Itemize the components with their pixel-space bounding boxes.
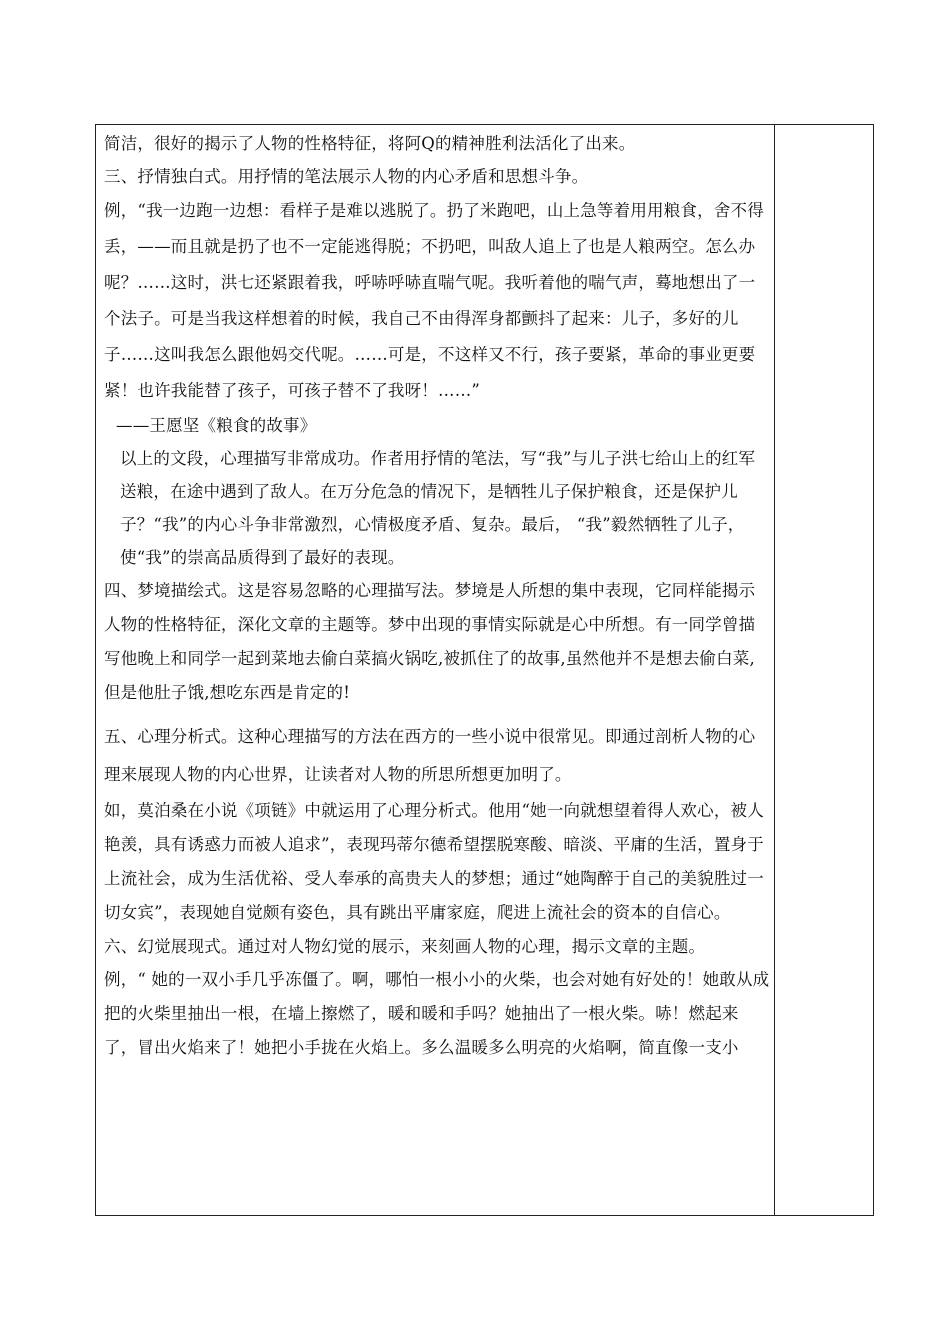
paragraph: 简洁，很好的揭示了人物的性格特征，将阿Q的精神胜利法活化了出来。 (104, 134, 636, 153)
paragraph: 例，“我一边跑一边想：看样子是难以逃脱了。扔了米跑吧，山上急等着用用粮食，舍不得丢，——而且就是扔了也不一定能逃得脱；不扔吧，叫敌人追上了也是人粮两空。怎么办呢？……这时，洪七还紧跟着我，呼哧呼哧直喘气呢。我听着他的喘气声，蓦地想出了一个法子。可是当我这样想着的时候，我自己不由得浑身都颤抖了起来：儿子，多好的儿子……这叫我怎么跟他妈交代呢。……可是，不这样又不行，孩子要紧，革命的事业更要紧！也许我能替了孩子，可孩子替不了我呀！……” (104, 201, 764, 400)
paragraph: 如，莫泊桑在小说《项链》中就运用了心理分析式。他用“她一向就想望着得人欢心，被人艳羡，具有诱惑力而被人追求”，表现玛蒂尔德希望摆脱寒酸、暗淡、平庸的生活，置身于上流社会，成为生活优裕、受人奉承的高贵夫人的梦想；通过“她陶醉于自己的美貌胜过一切女宾”，表现她自觉颇有姿色，具有跳出平庸家庭，爬进上流社会的资本的自信心。 (104, 801, 764, 922)
left-cell-content (104, 127, 770, 1065)
attribution: ——王愿坚《粮食的故事》 (116, 416, 317, 435)
paragraph: 以上的文段，心理描写非常成功。作者用抒情的笔法，写“我”与儿子洪七给山上的红军送粮，在途中遇到了敌人。在万分危急的情况下，是牺牲儿子保护粮食，还是保护儿子？“我”的内心斗争非常激烈，心情极度矛盾、复杂。最后， “我”毅然牺牲了儿子， 使“我”的崇高品质得到了最好的表现。 (120, 449, 756, 567)
paragraph: 五、心理分析式。这种心理描写的方法在西方的一些小说中很常见。即通过剖析人物的心理来展现人物的内心世界，让读者对人物的所思所想更加明了。 (104, 727, 756, 784)
document-table (95, 124, 874, 1216)
column-divider (774, 125, 775, 1215)
paragraph: 六、幻觉展现式。通过对人物幻觉的展示，来刻画人物的心理，揭示文章的主题。 (104, 937, 706, 956)
paragraph: 三、抒情独白式。用抒情的笔法展示人物的内心矛盾和思想斗争。 (104, 167, 589, 186)
paragraph: 四、梦境描绘式。这是容易忽略的心理描写法。梦境是人所想的集中表现，它同样能揭示人物的性格特征，深化文章的主题等。梦中出现的事情实际就是心中所想。有一同学曾描写他晚上和同学一起到菜地去偷白菜搞火锅吃,被抓住了的故事,虽然他并不是想去偷白菜,但是他肚子饿,想吃东西是肯定的! (104, 581, 756, 702)
paragraph: 例，“ 她的一双小手几乎冻僵了。啊，哪怕一根小小的火柴，也会对她有好处的！她敢从成把的火柴里抽出一根，在墙上擦燃了，暖和暖和手吗？她抽出了一根火柴。哧！燃起来了，冒出火焰来了！她把小手拢在火焰上。多么温暖多么明亮的火焰啊，简直像一支小 (104, 970, 770, 1057)
